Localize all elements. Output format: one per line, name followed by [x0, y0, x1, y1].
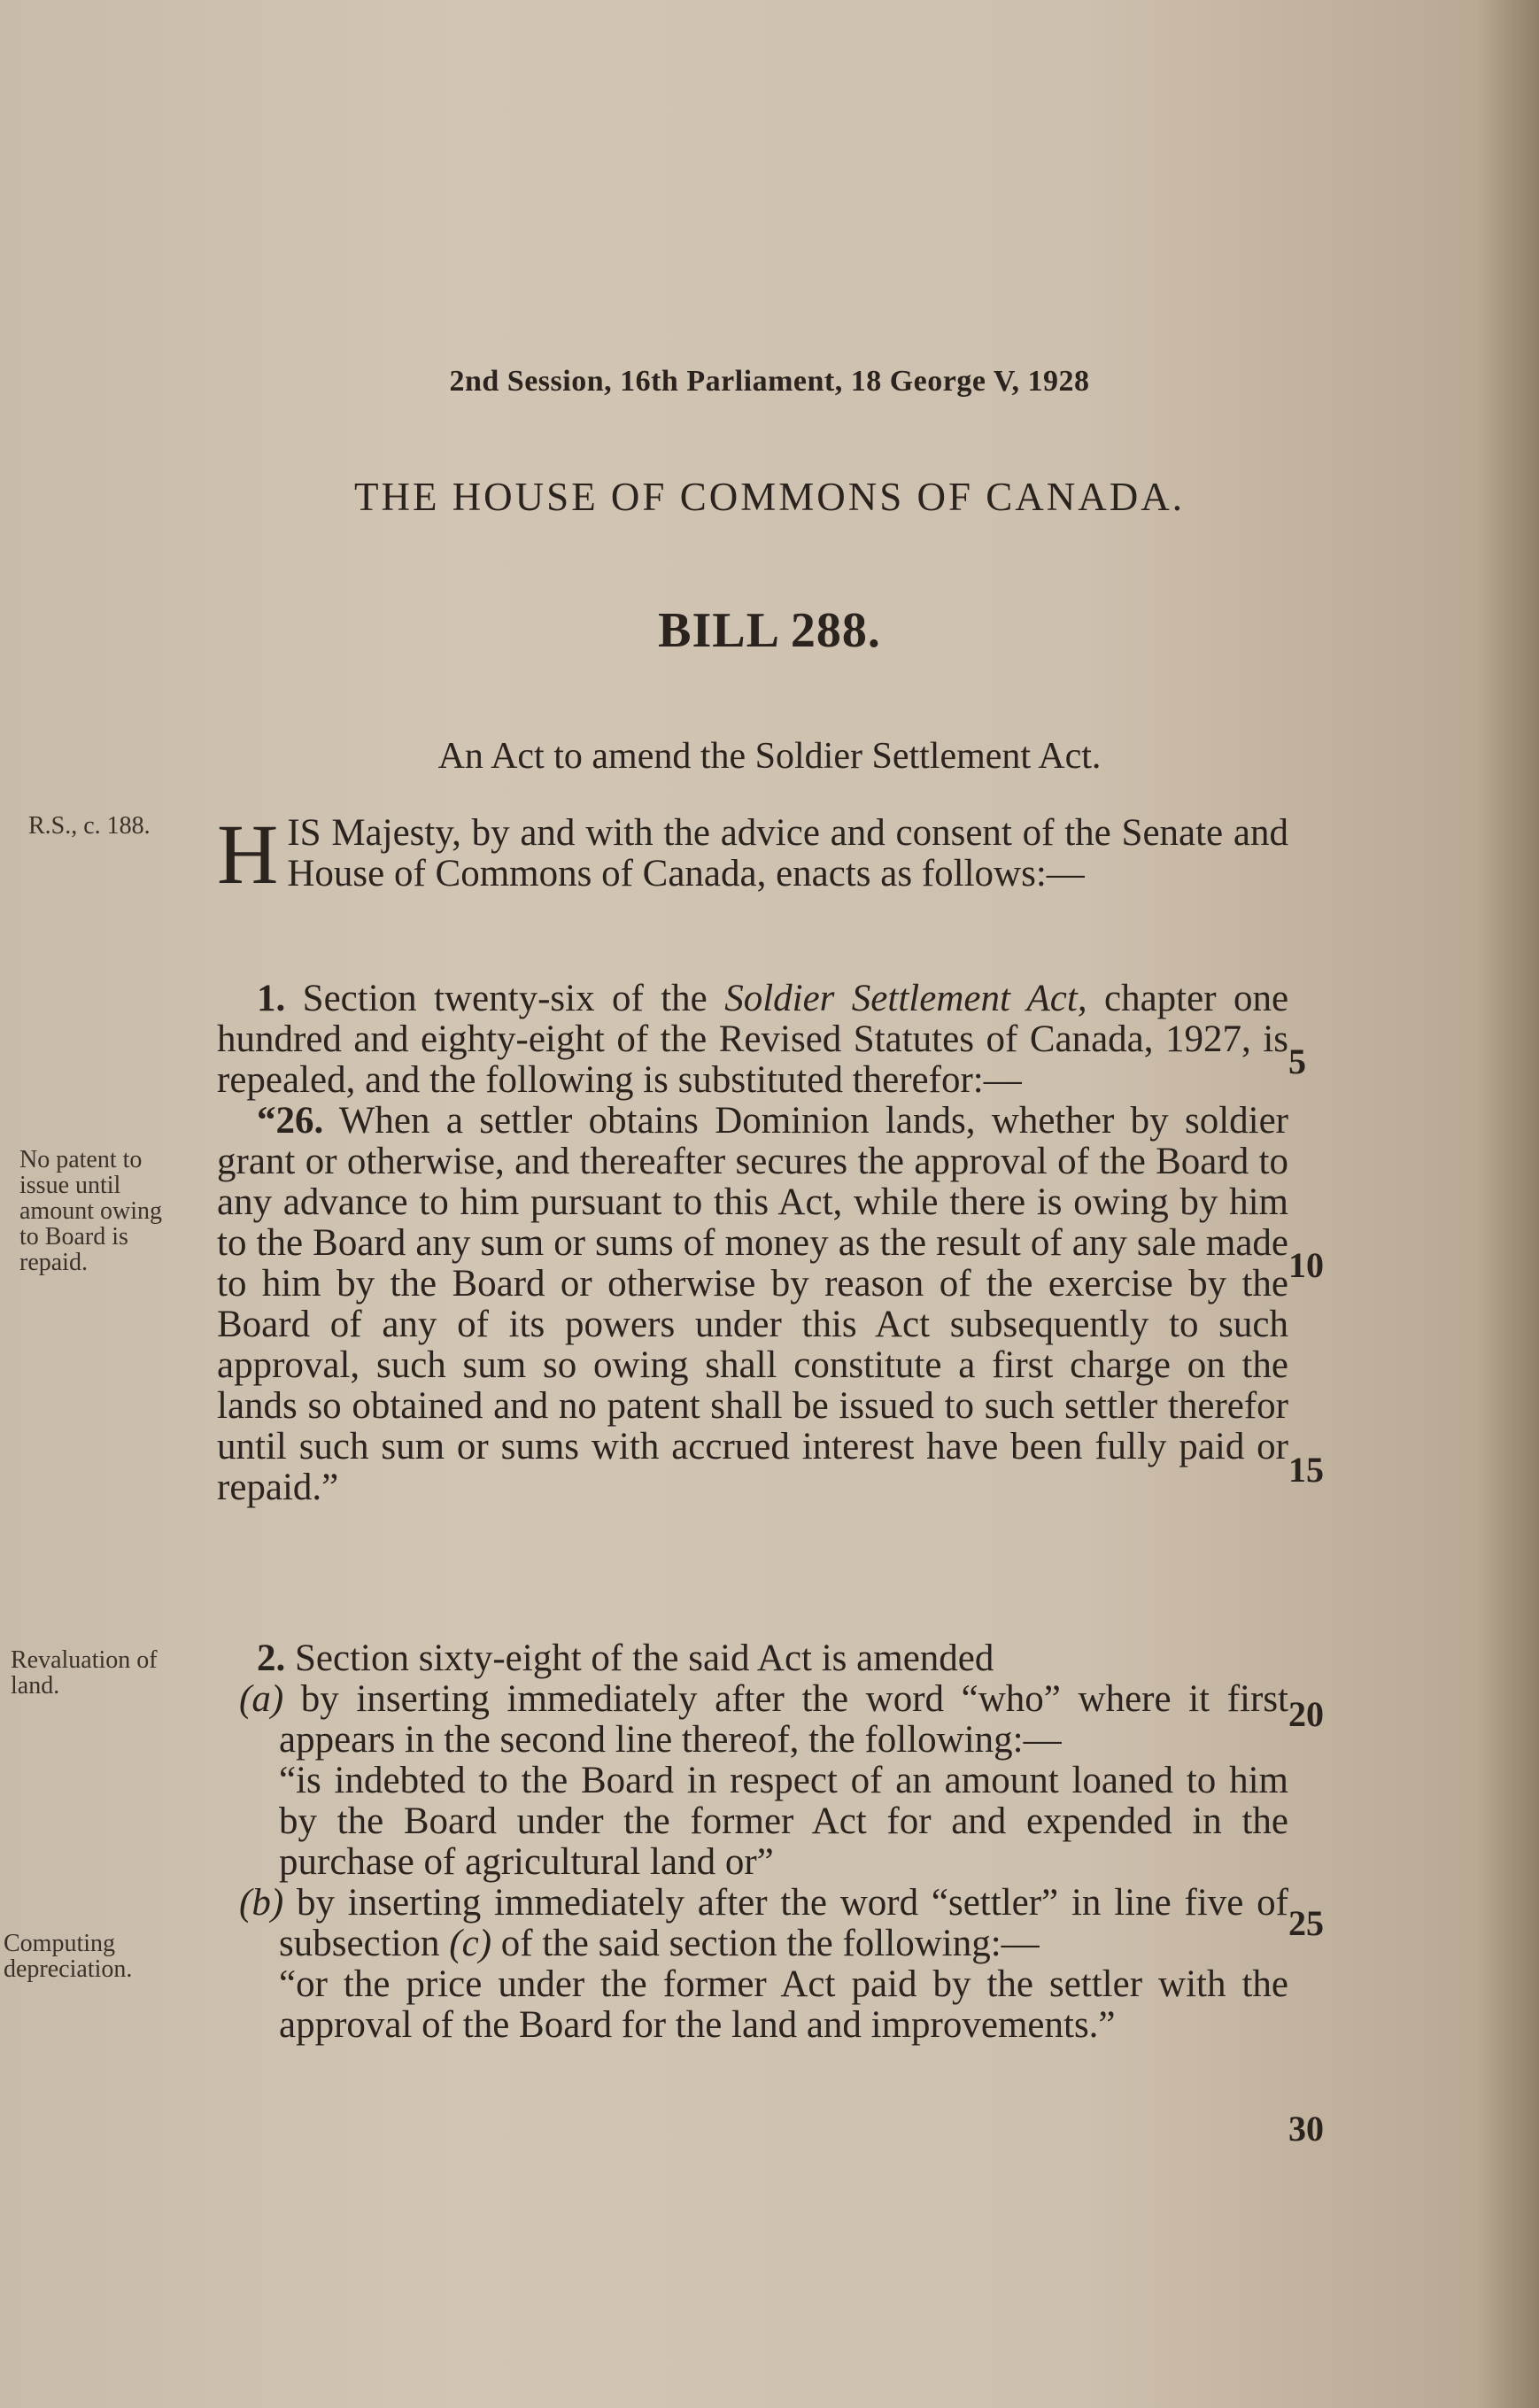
section-2 [217, 1638, 1288, 2046]
margin-note-computing: Computing depreciation. [4, 1930, 133, 1983]
section-1-text-b: chapter one hundred and eighty-eight of the Revised Statutes of Canada, 1927, is repealed, and the following is substituted therefor:— [217, 978, 1289, 1101]
section-2-number: 2. [257, 1638, 286, 1679]
act-title: An Act to amend the Soldier Settlement Act. [437, 736, 1102, 777]
margin-note-no-patent: No patent to issue until amount owing to Board is repaid. [19, 1146, 162, 1276]
session-line: 2nd Session, 16th Parliament, 18 George V, 1928 [449, 365, 1090, 398]
clause-b: (b) by inserting immediately after the word “settler” in line five of subsection (c) of the said section the following:— [239, 1882, 1288, 1964]
section-1-text-a: Section twenty-six of the [302, 978, 708, 1019]
margin-note-rs: R.S., c. 188. [28, 812, 151, 840]
clause-b-quote: “or the price under the former Act paid by the settler with the approval of the Board for the land and improvements.” [279, 1963, 1288, 2046]
section-26-text: When a settler obtains Dominion lands, whether by soldier grant or otherwise, and thereafter secures the approval of the Board to any advance to him pursuant to this Act, while there is owing by him to the Board any sum or sums of money as the result of any sale made to him by the Board or otherwise by reason of the exercise by the Board of any of its powers under this Act subsequently to such approval, such sum so owing shall constitute a first charge on the lands so obtained and no patent shall be issued to such settler therefor until such sum or sums with accrued interest have been fully paid or repaid.” [217, 1100, 1288, 1508]
line-number-25: 25 [1288, 1903, 1324, 1943]
line-number-20: 20 [1288, 1694, 1324, 1734]
section-1-number: 1. [257, 978, 286, 1019]
house-title: THE HOUSE OF COMMONS OF CANADA. [353, 475, 1186, 519]
section-26-number: “26. [257, 1100, 324, 1142]
act-name: Soldier Settlement Act, [724, 978, 1087, 1019]
enacting-text: IS Majesty, by and with the advice and consent of the Senate and House of Commons of Canada, enacts as follows:— [287, 812, 1288, 894]
enacting-clause [217, 807, 1288, 902]
line-number-10: 10 [1288, 1245, 1324, 1285]
line-number-5: 5 [1288, 1041, 1306, 1081]
section-1 [217, 979, 1288, 1508]
section-26-paragraph [217, 1101, 1288, 1508]
line-number-30: 30 [1288, 2109, 1324, 2149]
bill-number: BILL 288. [658, 603, 881, 658]
clause-a: (a) by inserting immediately after the word “who” where it first appears in the second line thereof, the following:— [239, 1678, 1288, 1761]
section-1-paragraph [217, 979, 1288, 1101]
margin-note-revaluation: Revaluation of land. [11, 1646, 158, 1700]
clause-a-quote: “is indebted to the Board in respect of an amount loaned to him by the Board under the former Act for and expended in the purchase of agricultural land or” [279, 1760, 1288, 1883]
line-number-15: 15 [1288, 1450, 1324, 1490]
section-2-intro: 2. Section sixty-eight of the said Act is amended [257, 1638, 994, 1679]
dropcap: H [217, 807, 279, 902]
